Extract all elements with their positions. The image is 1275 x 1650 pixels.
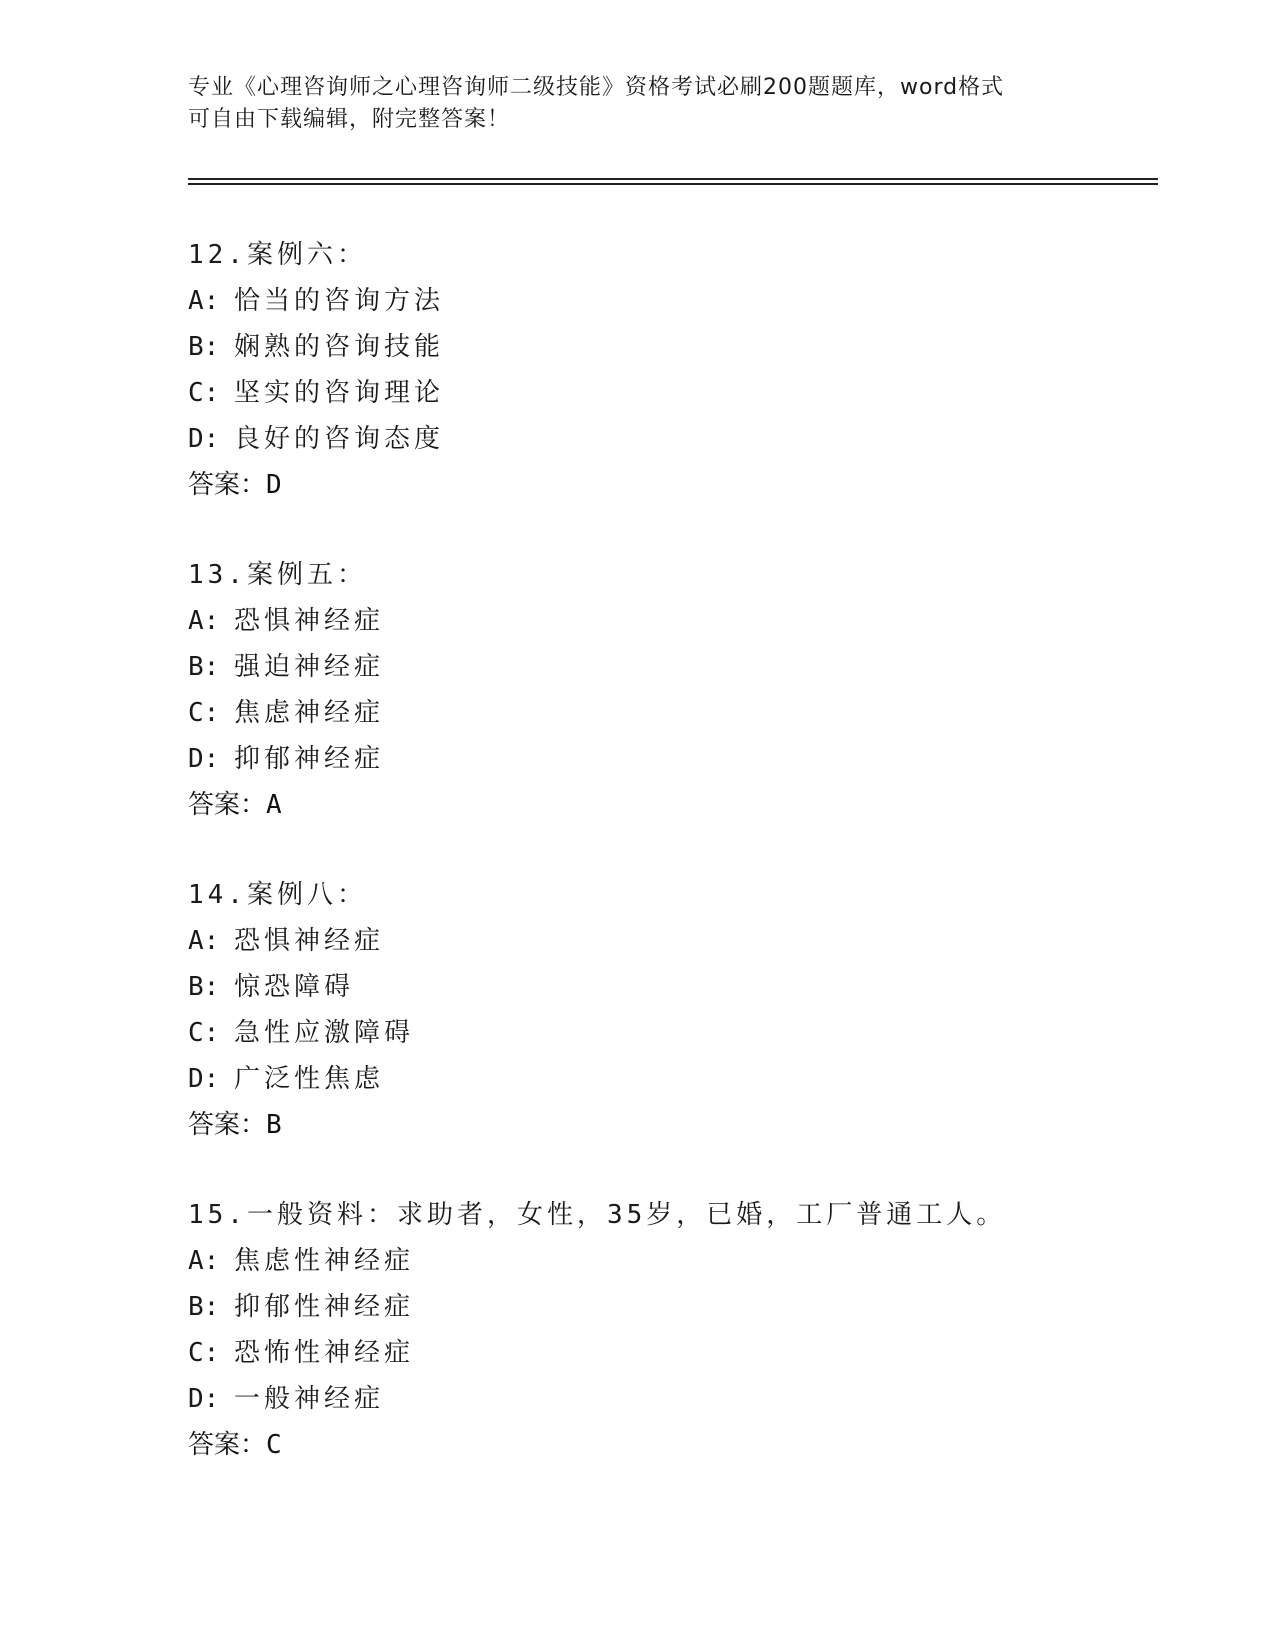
option-d (188, 736, 1188, 782)
answer-label: 答案： (188, 1430, 267, 1460)
option-b (188, 964, 1188, 1010)
option-text: 惊恐障碍 (234, 972, 355, 1002)
option-text: 恰当的咨询方法 (234, 286, 445, 316)
option-letter: C: (188, 1338, 220, 1368)
option-text: 急性应激障碍 (234, 1018, 415, 1048)
option-letter: C: (188, 698, 220, 728)
option-c (188, 1010, 1188, 1056)
option-c (188, 690, 1188, 736)
question-14 (188, 872, 1188, 1148)
option-text: 恐惧神经症 (234, 606, 385, 636)
question-title: 12.案例六： (188, 240, 367, 270)
answer-value: A (266, 790, 282, 820)
option-text: 强迫神经症 (234, 652, 385, 682)
option-text: 娴熟的咨询技能 (234, 332, 445, 362)
header-divider-top (188, 178, 1158, 180)
header-line-1: 专业《心理咨询师之心理咨询师二级技能》资格考试必刷200题题库，word格式 (188, 75, 1005, 100)
option-text: 坚实的咨询理论 (234, 378, 445, 408)
header-line-2: 可自由下载编辑，附完整答案！ (188, 107, 511, 132)
option-b (188, 644, 1188, 690)
answer-label: 答案： (188, 1110, 267, 1140)
option-text: 恐惧神经症 (234, 926, 385, 956)
document-header (188, 72, 1088, 136)
option-b (188, 324, 1188, 370)
option-text: 焦虑神经症 (234, 698, 385, 728)
option-letter: A: (188, 1246, 220, 1276)
option-letter: B: (188, 972, 220, 1002)
option-text: 一般神经症 (234, 1384, 385, 1414)
option-text: 良好的咨询态度 (234, 424, 445, 454)
question-15 (188, 1192, 1188, 1468)
option-letter: B: (188, 1292, 220, 1322)
option-text: 焦虑性神经症 (234, 1246, 415, 1276)
answer (188, 462, 1188, 508)
option-text: 广泛性焦虑 (234, 1064, 385, 1094)
option-c (188, 370, 1188, 416)
option-letter: B: (188, 652, 220, 682)
question-12 (188, 232, 1188, 508)
option-letter: C: (188, 378, 220, 408)
option-text: 抑郁神经症 (234, 744, 385, 774)
option-a (188, 1238, 1188, 1284)
option-b (188, 1284, 1188, 1330)
option-letter: D: (188, 1064, 220, 1094)
option-letter: C: (188, 1018, 220, 1048)
answer-value: B (266, 1110, 282, 1140)
option-text: 恐怖性神经症 (234, 1338, 415, 1368)
answer (188, 1102, 1188, 1148)
option-letter: A: (188, 926, 220, 956)
question-13 (188, 552, 1188, 828)
question-title: 14.案例八： (188, 880, 367, 910)
header-divider-bottom (188, 183, 1158, 185)
option-a (188, 918, 1188, 964)
answer (188, 782, 1188, 828)
option-letter: D: (188, 744, 220, 774)
answer-value: D (266, 470, 282, 500)
option-a (188, 278, 1188, 324)
option-d (188, 1056, 1188, 1102)
option-letter: A: (188, 286, 220, 316)
question-list (188, 232, 1188, 1468)
option-letter: B: (188, 332, 220, 362)
answer-label: 答案： (188, 470, 267, 500)
answer (188, 1422, 1188, 1468)
option-letter: D: (188, 424, 220, 454)
option-d (188, 416, 1188, 462)
option-d (188, 1376, 1188, 1422)
option-a (188, 598, 1188, 644)
answer-label: 答案： (188, 790, 267, 820)
question-title: 13.案例五： (188, 560, 367, 590)
option-c (188, 1330, 1188, 1376)
option-letter: A: (188, 606, 220, 636)
question-title: 15.一般资料：求助者，女性，35岁，已婚，工厂普通工人。 (188, 1200, 1007, 1230)
option-letter: D: (188, 1384, 220, 1414)
option-text: 抑郁性神经症 (234, 1292, 415, 1322)
answer-value: C (266, 1430, 282, 1460)
